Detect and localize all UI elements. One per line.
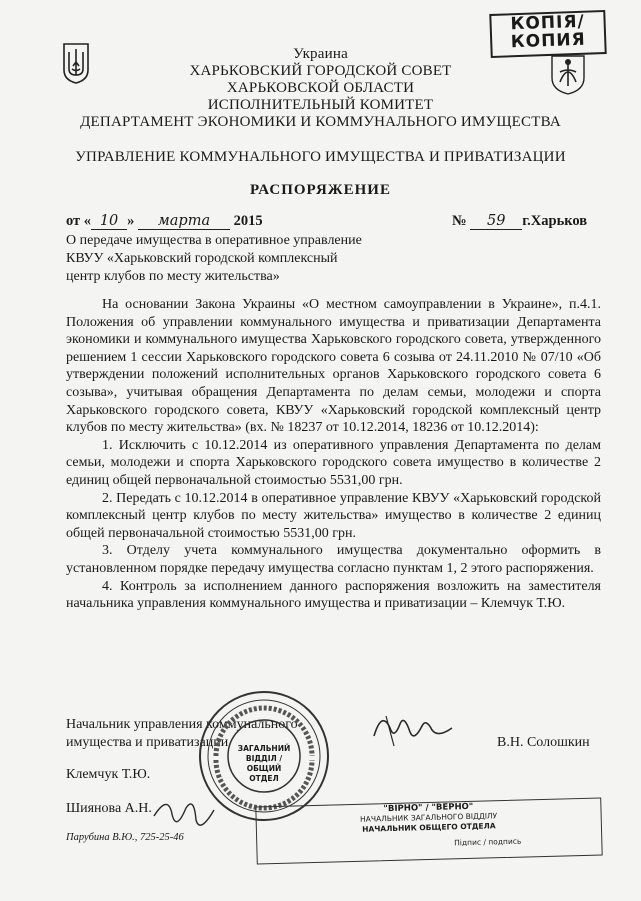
verno-stamp [255,797,602,864]
subject-line: центр клубов по месту жительства» [66,269,280,284]
handwritten-signature [368,706,458,750]
executor-info: Парубина В.Ю., 725-25-46 [66,832,184,843]
document-subject [66,232,362,286]
subject-line: КВУУ «Харьковский городской комплексный [66,251,338,266]
document-body [66,296,601,613]
signatory-name: В.Н. Солошкин [497,735,590,750]
body-item-3: 3. Отделу учета коммунального имущества документально оформить в установленном порядке передачу имущества согласно пунктам 1, 2 этого распоряжения. [66,543,601,576]
document-date [66,213,263,230]
subject-line: О передаче имущества в оперативное управление [66,233,362,248]
round-stamp-line3: ОБЩИЙ ОТДЕЛ [246,764,282,783]
header-region: ХАРЬКОВСКОЙ ОБЛАСТИ [226,80,415,96]
verno-stamp-line1: "ВІРНО" / "ВЕРНО" [383,801,474,815]
header-council: ХАРЬКОВСКИЙ ГОРОДСКОЙ СОВЕТ [189,63,452,79]
signatory-position-line2: имущества и приватизации [66,735,229,750]
verno-stamp-line2: НАЧАЛЬНИК ЗАГАЛЬНОГО ВІДДІЛУ [359,811,498,824]
copy-stamp-line2: КОПИЯ [510,29,587,53]
body-item-2: 2. Передать с 10.12.2014 в оперативное управление КВУУ «Харьковский городской комплексный центр клубов по месту жительства» имущество в количестве 2 единиц общей первоначальной стоимостью 5531,00 грн. [66,490,601,541]
body-item-4: 4. Контроль за исполнением данного распоряжения возложить на заместителя начальника управления коммунального имущества и приватизации – Клемчук Т.Ю. [66,578,601,612]
header-country: Украина [293,46,348,62]
document-place: г.Харьков [522,213,588,229]
round-stamp-text [232,744,296,784]
date-year: 2015 [233,213,263,229]
round-stamp-line2: ВІДДІЛ / [245,754,283,763]
date-month: марта [138,213,230,230]
date-prefix: от « [66,213,92,229]
round-stamp-line1: ЗАГАЛЬНИЙ [237,744,291,753]
header-committee: ИСПОЛНИТЕЛЬНЫЙ КОМИТЕТ [207,97,434,113]
date-mid: » [127,213,135,229]
signatory-position-line1: Начальник управления коммунального [66,717,298,732]
document-title: РАСПОРЯЖЕНИЕ [250,182,391,198]
verno-stamp-line3: НАЧАЛЬНИК ОБЩЕГО ОТДЕЛА [362,821,496,834]
approval-shiyanova: Шиянова А.Н. [66,801,152,816]
header-department: ДЕПАРТАМЕНТ ЭКОНОМИКИ И КОММУНАЛЬНОГО ИМУЩЕСТВА [80,114,561,130]
body-item-1: 1. Исключить с 10.12.2014 из оперативного управления Департамента по делам семьи, молодежи и спорта Харьковского городского совета имущество в количестве 2 единиц общей первоначальной стоимостью 5531,00 грн. [66,437,601,488]
number-value: 59 [470,213,522,230]
document-number [452,213,587,230]
verno-stamp-line4: Підпис / подпись [454,836,522,848]
number-prefix: № [452,213,467,229]
approval-klemchuk: Клемчук Т.Ю. [66,767,151,782]
header-directorate: УПРАВЛЕНИЕ КОММУНАЛЬНОГО ИМУЩЕСТВА И ПРИВАТИЗАЦИИ [75,149,566,165]
date-day: 10 [91,213,127,230]
body-preamble: На основании Закона Украины «О местном самоуправлении в Украине», п.4.1. Положения об управлении коммунального имущества и приватизации Департамента экономики и коммунального имущества Харьковского городского совета, утвержденного решением 1 сессии Харьковского городского совета 6 созыва от 24.11.2010 № 07/10 «Об утверждении положений исполнительных органов Харьковского городского совета 6 созыва», учитывая обращения Департамента по делам семьи, молодежи и спорта Харьковского городского совета, КВУУ «Харьковский городской комплексный центр клубов по месту жительства» (вх. № 18237 от 10.12.2014, 18236 от 10.12.2014): [66,297,601,436]
copy-stamp-line1: КОПІЯ/ [510,11,586,35]
